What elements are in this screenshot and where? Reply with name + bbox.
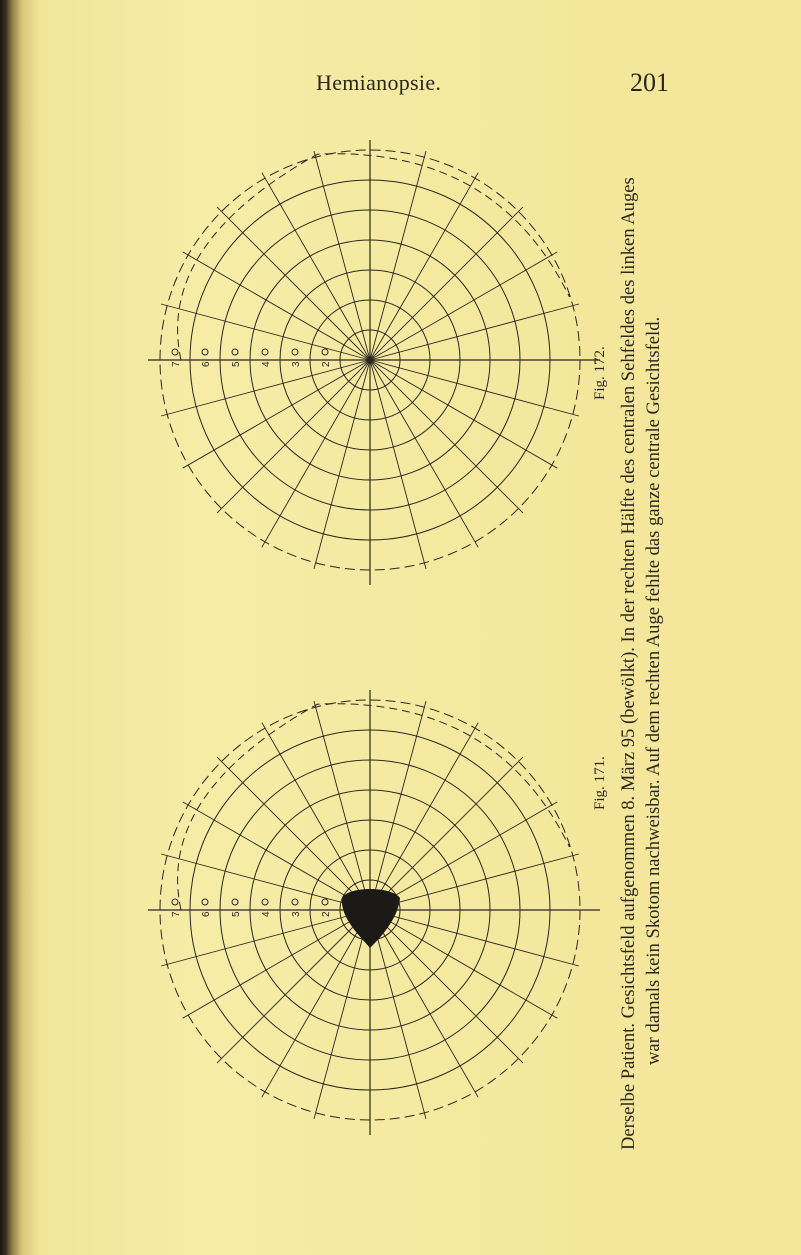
scale-label: 2 — [321, 361, 332, 367]
meridian — [262, 723, 370, 910]
visual-field-chart-fig-171 — [160, 690, 600, 1140]
meridian — [370, 173, 478, 360]
scale-label: 6 — [201, 911, 212, 917]
visual-field-chart-fig-172 — [160, 130, 600, 580]
scale-label: 6 — [201, 361, 212, 367]
page-header — [0, 70, 801, 100]
scale-label: 2 — [321, 911, 332, 917]
scale-degree-mark — [202, 899, 208, 905]
meridian — [370, 360, 523, 513]
meridian — [370, 207, 523, 360]
meridian — [217, 360, 370, 513]
meridian — [217, 910, 370, 1063]
scale-label: 4 — [261, 911, 272, 917]
meridian — [262, 360, 370, 547]
scale-degree-mark — [172, 349, 178, 355]
scale-degree-mark — [322, 899, 328, 905]
meridian — [262, 910, 370, 1097]
meridian — [370, 252, 557, 360]
figure-label-171: Fig. 171. — [592, 756, 608, 810]
meridian — [217, 207, 370, 360]
scale-label: 7 — [171, 361, 182, 367]
scale-degree-mark — [172, 899, 178, 905]
meridian — [262, 173, 370, 360]
meridian — [370, 360, 557, 468]
caption-line-1: Derselbe Patient. Gesichtsfeld aufgenommen 8. März 95 (bewölkt). In der rechten Hälfte des centralen Sehfeldes des linken Auges — [618, 177, 639, 1150]
scale-degree-mark — [202, 349, 208, 355]
scale-degree-mark — [232, 349, 238, 355]
scotoma-shading — [342, 889, 400, 948]
meridian — [183, 252, 370, 360]
scale-label: 5 — [231, 911, 242, 917]
meridian — [370, 360, 478, 547]
field-boundary — [178, 154, 570, 360]
scale-label: 7 — [171, 911, 182, 917]
figure-label-172: Fig. 172. — [592, 346, 608, 400]
field-boundary — [178, 704, 570, 910]
meridian — [183, 910, 370, 1018]
scale-label: 3 — [291, 911, 302, 917]
scale-degree-mark — [292, 899, 298, 905]
scale-degree-mark — [292, 349, 298, 355]
page-number: 201 — [630, 68, 669, 97]
meridian — [217, 757, 370, 910]
scale-degree-mark — [232, 899, 238, 905]
meridian — [370, 757, 523, 910]
meridian — [370, 802, 557, 910]
scale-label: 4 — [261, 361, 272, 367]
meridian — [370, 910, 478, 1097]
running-head: Hemianopsie. — [316, 70, 442, 95]
caption-line-2: war damals kein Skotom nachweisbar. Auf dem rechten Auge fehlte das ganze centrale Gesichtsfeld. — [643, 316, 664, 1065]
meridian — [370, 723, 478, 910]
scale-degree-mark — [262, 899, 268, 905]
scale-label: 5 — [231, 361, 242, 367]
meridian — [183, 802, 370, 910]
scale-degree-mark — [262, 349, 268, 355]
meridian — [370, 910, 523, 1063]
scale-label: 3 — [291, 361, 302, 367]
meridian — [370, 910, 557, 1018]
scale-degree-mark — [322, 349, 328, 355]
meridian — [183, 360, 370, 468]
